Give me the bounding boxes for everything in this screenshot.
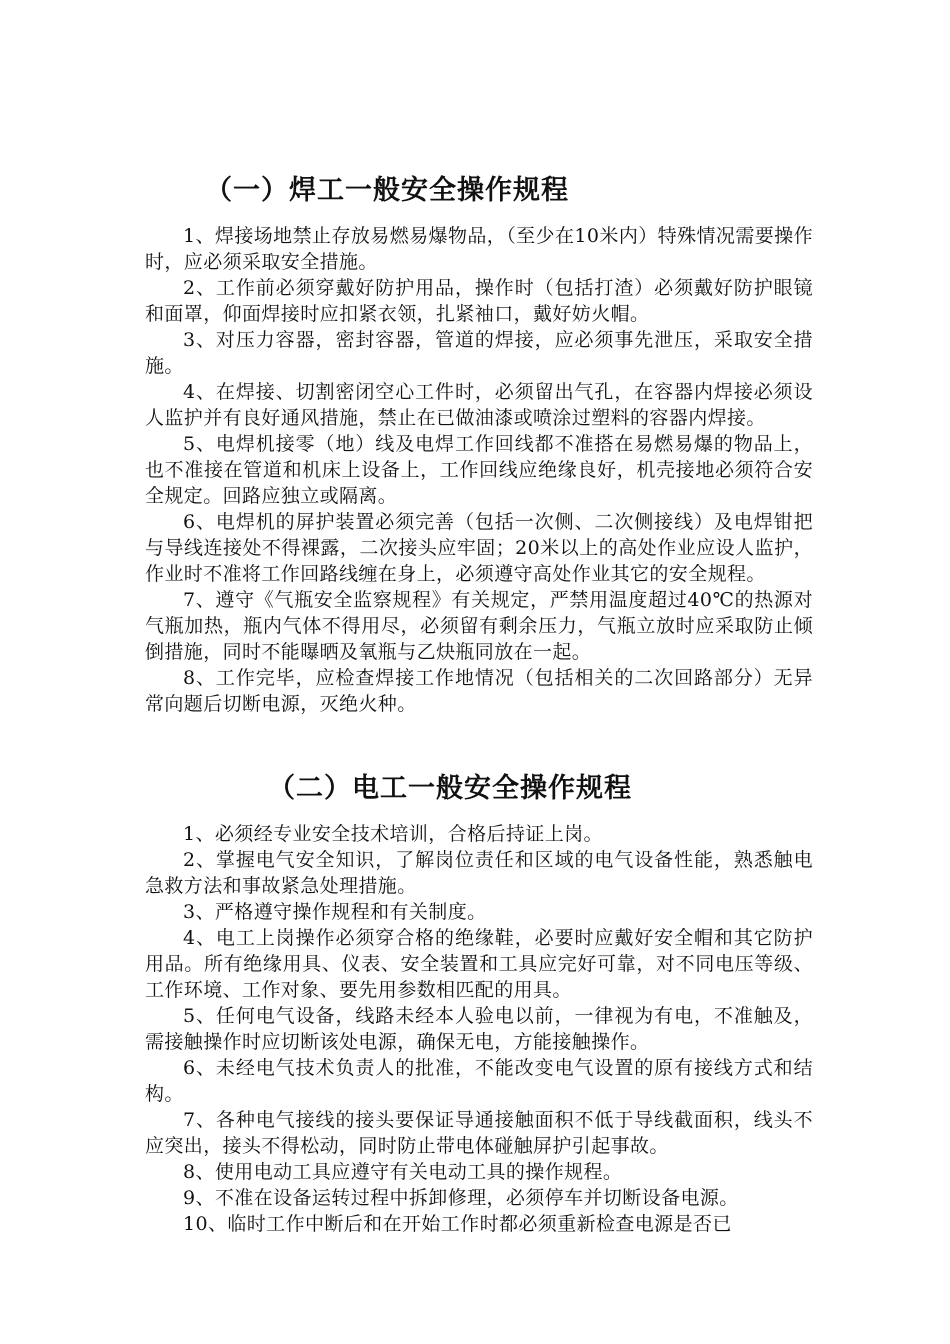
electrician-rule-6: 6、未经电气技术负责人的批准，不能改变电气设置的原有接线方式和结构。 <box>145 1057 813 1105</box>
welder-rule-6: 6、电焊机的屏护装置必须完善（包括一次侧、二次侧接线）及电焊钳把与导线连接处不得裸露，二次接头应牢固；20米以上的高处作业应设人监护，作业时不准将工作回路线缠在身上，必须遵守高处作业其它的安全规程。 <box>145 511 813 585</box>
electrician-rule-3: 3、严格遵守操作规程和有关制度。 <box>183 901 487 923</box>
electrician-rule-5: 5、任何电气设备，线路未经本人验电以前，一律视为有电，不准触及，需接触操作时应切断该处电源，确保无电，方能接触操作。 <box>145 1005 813 1053</box>
section-title-welder: （一）焊工一般安全操作规程 <box>205 175 569 206</box>
section-title-electrician: （二）电工一般安全操作规程 <box>268 773 632 804</box>
electrician-rule-2: 2、掌握电气安全知识，了解岗位责任和区域的电气设备性能，熟悉触电急救方法和事故紧急处理措施。 <box>145 849 813 897</box>
welder-rule-2: 2、工作前必须穿戴好防护用品，操作时（包括打渣）必须戴好防护眼镜和面罩，仰面焊接时应扣紧衣领，扎紧袖口，戴好妨火帽。 <box>145 277 813 325</box>
welder-rule-4: 4、在焊接、切割密闭空心工件时，必须留出气孔，在容器内焊接必须设人监护并有良好通风措施，禁止在已做油漆或喷涂过塑料的容器内焊接。 <box>145 381 813 429</box>
welder-rule-1: 1、焊接场地禁止存放易燃易爆物品，（至少在10米内）特殊情况需要操作时，应必须采取安全措施。 <box>145 225 813 273</box>
electrician-rule-1: 1、必须经专业安全技术培训，合格后持证上岗。 <box>183 823 603 845</box>
welder-rule-7: 7、遵守《气瓶安全监察规程》有关规定，严禁用温度超过40℃的热源对气瓶加热，瓶内气体不得用尽，必须留有剩余压力，气瓶立放时应采取防止倾倒措施，同时不能曝晒及氧瓶与乙炔瓶同放在一起。 <box>145 589 813 663</box>
electrician-rule-10: 10、临时工作中断后和在开始工作时都必须重新检查电源是否已 <box>183 1213 732 1235</box>
electrician-rule-8: 8、使用电动工具应遵守有关电动工具的操作规程。 <box>183 1161 623 1183</box>
welder-rule-5: 5、电焊机接零（地）线及电焊工作回线都不准搭在易燃易爆的物品上，也不准接在管道和机床上设备上，工作回线应绝缘良好，机壳接地必须符合安全规定。回路应独立或隔离。 <box>145 433 813 507</box>
electrician-rule-7: 7、各种电气接线的接头要保证导通接触面积不低于导线截面积，线头不应突出，接头不得松动，同时防止带电体碰触屏护引起事故。 <box>145 1109 813 1157</box>
welder-rules-body <box>145 223 813 717</box>
welder-rule-3: 3、对压力容器，密封容器，管道的焊接，应必须事先泄压，采取安全措施。 <box>145 329 813 377</box>
electrician-rule-4: 4、电工上岗操作必须穿合格的绝缘鞋，必要时应戴好安全帽和其它防护用品。所有绝缘用具、仪表、安全装置和工具应完好可靠，对不同电压等级、工作环境、工作对象、要先用参数相匹配的用具。 <box>145 927 813 1001</box>
electrician-rule-9: 9、不准在设备运转过程中拆卸修理，必须停车并切断设备电源。 <box>183 1187 739 1209</box>
electrician-rules-body <box>145 821 813 1237</box>
welder-rule-8: 8、工作完毕，应检查焊接工作地情况（包括相关的二次回路部分）无异常向题后切断电源，灭绝火种。 <box>145 667 813 715</box>
